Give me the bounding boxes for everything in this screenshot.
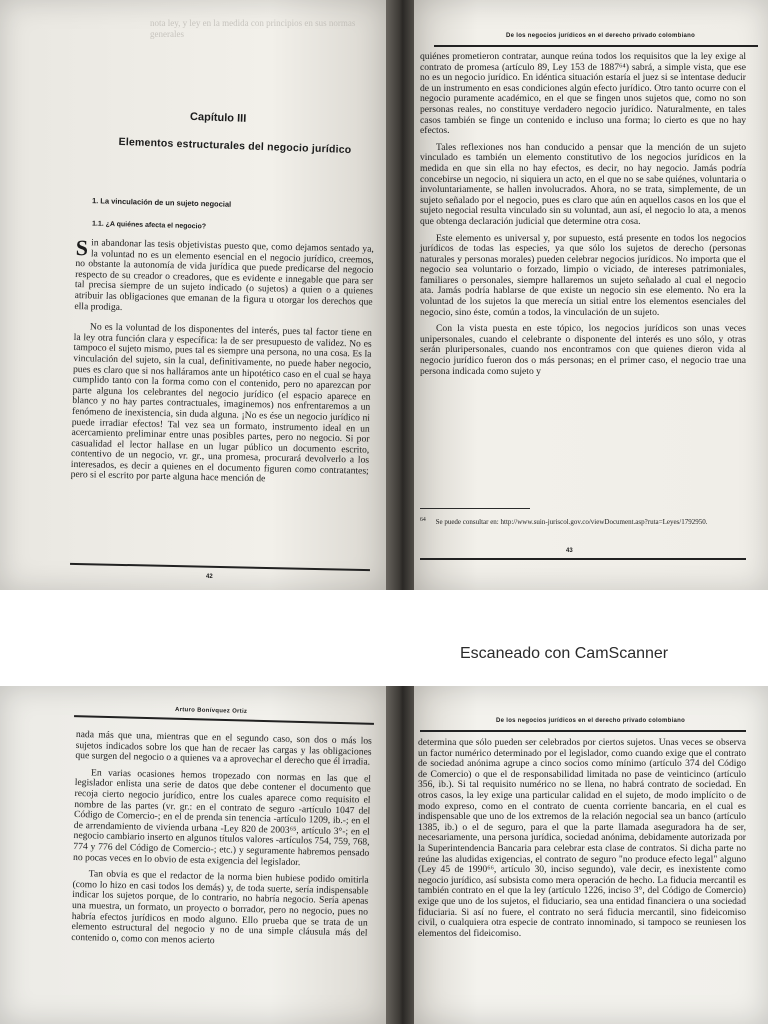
footer-rule xyxy=(70,563,370,571)
opening-paragraph xyxy=(74,235,374,319)
bleed-through-text: nota ley, y ley en la medida con principios en sus normas generales xyxy=(150,18,356,39)
paragraph: Con la vista puesta en este tópico, los negocios jurídicos son unas veces unipersonales, cuando el celebrante o disponente del interés es uno sólo, y otras serán pluripersonales, cuando nos encontramos con que quienes dieron vida al negocio jurídico fueron dos o más personas; en el primer caso, el negocio trae una persona indicada como sujeto y xyxy=(420,323,746,377)
chapter-title: Elementos estructurales del negocio jurídico xyxy=(118,135,352,157)
header-rule xyxy=(434,45,758,47)
paragraph: determina que sólo pueden ser celebrados por ciertos sujetos. Unas veces se observa un factor numérico determinado por el legislador, como cuando exige que el contrato de sociedad anónima agrupe a cinco socios como mínimo (artículo 374 del Código de Comercio) o que el de responsabilidad limitada no pase de veinticinco (artículo 356, ib.). Si tal requisito numérico no se llena, no habrá contrato de sociedad. En otros casos, la ley exige una particular calidad en el sujeto, de modo implícito o de modo expreso, como en el contrato de cuenta corriente bancaria, en el cual es indispensable que uno de los extremos de la relación negocial sea un banco (artículo 1385, ib.) o el de seguro, para el que la parte llamada aseguradora ha de ser, necesariamente, una persona jurídica, sociedad anónima, debidamente autorizada por la Superintendencia Bancaria para celebrar esta clase de contratos. Si dicha parte no reúne las aludidas exigencias, el contrato de seguro "no produce efecto legal" alguno (Ley 45 de 1990⁶⁶, artículo 30, inciso segundo), vale decir, es inexistente como negocio jurídico, así subsista como mera operación de hecho. La fiducia mercantil es también contrato en el que la ley (artículo 1226, inciso 3°, del Código de Comercio) exige que uno de los sujetos, el fiduciario, sea una entidad financiera o una sociedad fiduciaria. Si así no fuere, el contrato no será fiducia mercantil, sino fideicomiso civil, o cualquiera otra especie de contrato innominado, si tampoco se reuniesen los elementos del fideicomiso. xyxy=(418,737,746,939)
page-45 xyxy=(414,686,768,1024)
page-43-body xyxy=(420,52,746,383)
page-42-body xyxy=(70,235,374,494)
paragraph: En varias ocasiones hemos tropezado con normas en las que el legislador enlista una serie de datos que debe contener el documento que recoja cierto negocio jurídico, entre los cuales aparece como requisito el nombre de las partes (vr. gr.: en el contrato de seguro -artículo 1047 del Código de Comercio-; en el de prenda sin tenencia -artículo 1209, ib.-; en el de arrendamiento de vivienda urbana -Ley 820 de 2003⁶⁵, artículo 3°-; en el negocio cambiario inserto en algunos títulos valores -artículos 754, 759, 768, 774 y 776 del Código de Comercio-; etc.) y seguramente habremos pensado no pocas veces en lo obvio de esta exigencia del legislador. xyxy=(72,767,372,868)
paragraph: Este elemento es universal y, por supuesto, está presente en todos los negocios jurídicos de todas las especies, ya que sólo los sujetos de derecho (personas naturales y personas morales) pueden celebrar negocios jurídicos. No importa que el negocio sea voluntario o forzado, limpio o viciado, de intereses patrimoniales, familiares o personales, siempre hallaremos un sujeto señalado al cual el negocio ata. Jamás podría hablarse de que existe un negocio sin ese elemento. No era la voluntad de los sujetos la que merecía un sitial entre los elementos esenciales del negocio, sino éste, común a todos, la vinculación de un sujeto. xyxy=(420,232,746,318)
book-gutter xyxy=(384,686,418,1024)
subsection-heading: 1.1. ¿A quiénes afecta el negocio? xyxy=(91,220,207,231)
drop-cap: S xyxy=(75,235,89,261)
bottom-page-spread xyxy=(0,686,768,1024)
camscanner-watermark: Escaneado con CamScanner xyxy=(460,645,669,662)
page-number: 42 xyxy=(206,574,213,580)
running-header: De los negocios jurídicos en el derecho privado colombiano xyxy=(506,33,696,39)
paragraph: No es la voluntad de los disponentes del interés, pues tal factor tiene en la ley otra función clara y específica: la de ser presupuesto de validez. No es tampoco el sujeto mismo, pues tal es siempre una persona, no una cosa. Es la vinculación del sujeto, sin la cual, definitivamente, no puede haber negocio, pues es claro que si nos halláramos ante un hipotético caso en el cual se haya cumplido tanto con la forma como con el contenido, pero no aparezcan por parte alguna los celebrantes del negocio jurídico (el espacio aparece en blanco y no hay partes contractuales, imaginemos) nos enfrentaremos a un fenómeno de inexistencia, sin duda alguna. ¡No es ése un negocio jurídico ni puede irradiar efectos! Tal vez sea un formato, instrumento ideal en un acercamiento preliminar entre unas posibles partes, pero no negocio. Si por casualidad el lector hallase en un lugar público un documento escrito, contentivo de un negocio, vr. gr., una promesa, procurará devolverlo a los interesados, es decir a quienes en el documento figuren como contratantes; pero si el escrito por parte alguna hace mención de xyxy=(70,321,373,485)
footnote-number: 64 xyxy=(420,517,426,523)
footer-rule xyxy=(420,558,746,560)
footnote-text: Se puede consultar en: http://www.suin-juriscol.gov.co/viewDocument.asp?ruta=Leyes/1792950. xyxy=(435,518,708,527)
book-gutter xyxy=(384,0,418,590)
header-rule xyxy=(74,715,374,725)
paragraph: Tales reflexiones nos han conducido a pensar que la mención de un sujeto vinculado es también un elemento constitutivo de los negocios jurídicos en la medida en que sin ella no hay efectos, es decir, no hay negocio. Jamás podría concebirse un negocio, ni siquiera un acto, en el que no se sabe quiénes, voluntaria o involuntariamente, se hallen involucrados. Ahora, no se trata, simplemente, de un sujeto señalado por el negocio, pues es claro que aún en aquellos casos en los que el sujeto negocial resulta vinculado sin su voluntad, aun así, el negocio lo ata, a menos que obtenga declaración judicial que determine otra cosa. xyxy=(420,141,746,227)
running-header: De los negocios jurídicos en el derecho privado colombiano xyxy=(496,718,686,724)
paragraph: nada más que una, mientras que en el segundo caso, son dos o más los sujetos indicados sobre los que han de recaer las cargas y las obligaciones que surgen del negocio o a quienes va a aprovechar el derecho que él irradia. xyxy=(75,729,372,768)
page-44 xyxy=(0,686,386,1024)
page-42 xyxy=(0,0,386,590)
running-header: Arturo Bonívquez Ortiz xyxy=(174,707,248,715)
page-45-body xyxy=(418,738,746,945)
page-43 xyxy=(414,0,768,590)
paragraph: quiénes prometieron contratar, aunque reúna todos los requisitos que la ley exige al contrato de promesa (artículo 89, Ley 153 de 1887⁶⁴) sabrá, a simple vista, que ese no es un negocio jurídico. En idéntica situación estaría el juez si se intentase deducir de un instrumento en esas condiciones algún efecto jurídico. Otro tanto ocurre con el negocio puramente académico, en el que se fingen unos sujetos que, como no son personas reales, no constituye verdadero negocio jurídico. Naturalmente, en tales casos también se finge un contenido e incluso una forma; lo cierto es que no hay efectos. xyxy=(420,51,746,137)
paragraph: Tan obvia es que el redactor de la norma bien hubiese podido omitirla (como lo hizo en casi todos los demás) y, de toda suerte, sería indispensable indicar los sujetos porque, de lo contrario, no habría negocio. Sería apenas una muestra, un formato, un proyecto o borrador, pero no negocio, pues no habría efectos jurídicos en modo alguno. Ello prueba que se trata de un elemento estructural del negocio y no de una simple cláusula más del contenido o, como con menos acierto xyxy=(71,868,369,946)
footnote-rule xyxy=(420,508,530,509)
page-44-body xyxy=(71,730,372,956)
page-number: 43 xyxy=(566,548,573,554)
section-heading: 1. La vinculación de un sujeto negocial xyxy=(91,196,232,209)
footnote xyxy=(420,516,746,527)
chapter-label: Capítulo III xyxy=(189,110,247,125)
header-rule xyxy=(420,730,746,732)
paragraph-text: in abandonar las tesis objetivistas puesto que, como dejamos sentado ya, la voluntad no es un elemento esencial en el negocio jurídico, creemos, no obstante la autonomía de vida jurídica que puede predicarse del negocio respecto de su creador o creadores, que es evidente e innegable que para ser tal precisa siempre de un sujeto indicado (o sujetos) a quien o a quienes atribuir las obligaciones que emanan de la figura u otorgar los derechos que ella prodiga. xyxy=(74,237,374,313)
